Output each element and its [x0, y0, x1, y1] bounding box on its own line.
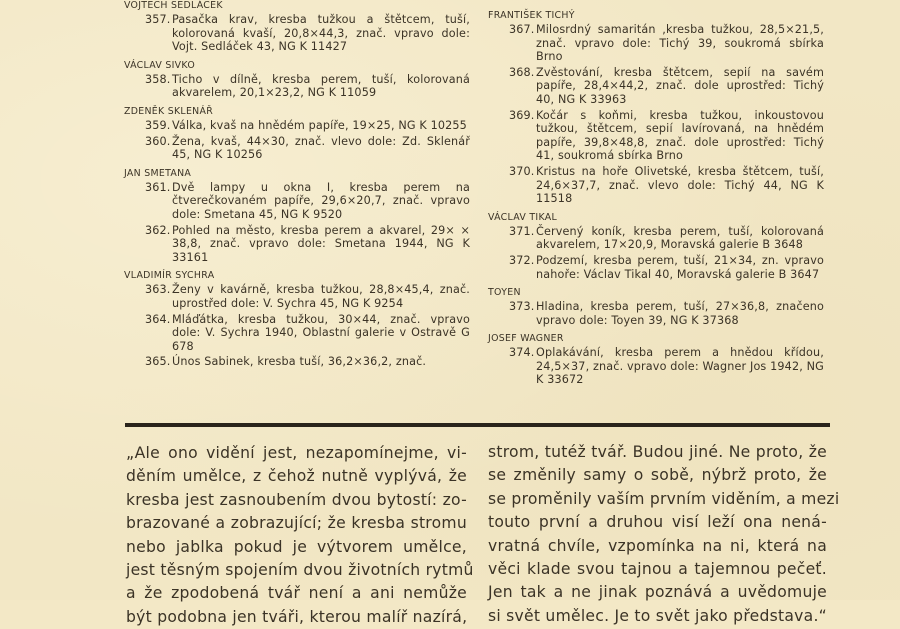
quote-line: „Ale ono vidění jest, nezapomínejme, vi-	[126, 444, 467, 462]
entry-number: 360.	[145, 134, 171, 148]
entry-number: 363.	[145, 283, 171, 297]
section-divider-rule	[125, 423, 830, 427]
catalog-entry	[509, 66, 824, 107]
entry-text: Podzemí, kresba perem, tuší, 21×34, zn. vpravo nahoře: Václav Tikal 40, Moravská galerie B 3647	[536, 253, 824, 281]
quote-line: Jen tak a ne jinak poznává a uvědomuje	[488, 583, 827, 602]
quote-line: a že zpodobená tvář není a ani nemůže	[126, 584, 467, 603]
entry-number: 362.	[145, 223, 171, 237]
entry-text: Mláďátka, kresba tužkou, 30×44, znač. vpravo dole: V. Sychra 1940, Oblastní galerie v Ostravě G 678	[172, 312, 470, 353]
catalog-entry	[145, 119, 470, 133]
quote-line: strom, tutéž tvář. Budou jiné. Ne proto, že	[488, 443, 827, 461]
entry-text: Válka, kvaš na hnědém papíře, 19×25, NG K 10255	[172, 118, 467, 132]
entry-number: 372.	[509, 253, 535, 267]
quote-line: vratná chvíle, vzpomínka na ni, která na	[488, 536, 827, 555]
catalog-entry	[145, 135, 470, 162]
entry-text: Zvěstování, kresba štětcem, sepií na savém papíře, 28,4×44,2, znač. dole uprostřed: Tichý 40, NG K 33963	[536, 65, 824, 106]
catalog-entry	[145, 181, 470, 222]
entry-text: Hladina, kresba perem, tuší, 27×36,8, značeno vpravo dole: Toyen 39, NG K 37368	[536, 300, 824, 327]
entry-text: Žena, kvaš, 44×30, znač. vlevo dole: Zd. Sklenář 45, NG K 10256	[172, 134, 470, 162]
catalog-entry	[509, 109, 824, 163]
entry-number: 367.	[509, 23, 535, 36]
artist-name: VOJTECH SEDLÁČEK	[124, 0, 223, 11]
artist-name: ZDENĚK SKLENÁŘ	[124, 105, 214, 117]
catalog-entry	[145, 224, 470, 265]
quote-line: nebo jablka pokud je výtvorem umělce,	[126, 537, 467, 556]
entry-number: 358.	[145, 72, 171, 86]
catalog-entry	[509, 254, 824, 281]
quote-right-column	[488, 441, 840, 628]
artist-group	[488, 212, 824, 281]
entry-number: 365.	[145, 355, 171, 369]
catalog-entry	[145, 313, 470, 354]
entry-number: 359.	[145, 118, 171, 132]
artist-name: JOSEF WAGNER	[488, 333, 564, 345]
catalog-entry	[145, 355, 470, 369]
entry-text: Kočár s koňmi, kresba tužkou, inkoustovou tužkou, štětcem, sepií lavírovaná, na hnědém papíře, 39,8×48,8, znač. dole uprostřed: Tichý 41, soukromá sbírka Brno	[536, 108, 824, 163]
quote-line: se změnily samy o sobě, nýbrž proto, že	[488, 466, 827, 485]
artist-group	[124, 106, 470, 162]
entry-number: 357.	[145, 13, 171, 26]
catalog-entry	[509, 346, 824, 387]
catalog-entry	[509, 165, 824, 206]
catalog-entry	[509, 23, 824, 64]
artist-name: VÁCLAV TIKAL	[488, 211, 557, 223]
quote-line: brazované a zobrazující; že kresba stromu	[126, 514, 467, 533]
entry-number: 374.	[509, 346, 535, 360]
quote-line: kresba jest zasnoubením dvou bytostí: zo-	[126, 490, 467, 509]
artist-group	[124, 270, 470, 369]
entry-text: Červený koník, kresba perem, tuší, kolorovaná akvarelem, 17×20,9, Moravská galerie B 3648	[536, 224, 824, 252]
entry-number: 373.	[509, 300, 535, 314]
artist-name: FRANTIŠEK TICHÝ	[488, 10, 575, 21]
artist-name: VÁCLAV SIVKO	[124, 59, 195, 71]
catalog-right-column	[488, 10, 824, 393]
catalog-entry	[145, 283, 470, 310]
entry-text: Pasačka krav, kresba tužkou a štětcem, tuší, kolorovaná kvaší, 20,8×44,3, znač. vpravo dole: Vojt. Sedláček 43, NG K 11427	[172, 13, 470, 54]
entry-number: 369.	[509, 108, 535, 122]
entry-text: Oplakávání, kresba perem a hnědou křídou, 24,5×37, znač. vpravo dole: Wagner Jos 1942, NG K 33672	[536, 346, 824, 387]
entry-number: 361.	[145, 180, 171, 194]
artist-group	[124, 0, 470, 54]
entry-text: Pohled na město, kresba perem a akvarel, 29× × 38,8, znač. vpravo dole: Smetana 1944, NG K 33161	[172, 223, 470, 264]
quote-line: si svět umělec. Je to svět jako představa.“	[488, 606, 827, 625]
quote-left-column	[126, 442, 474, 629]
entry-text: Dvě lampy u okna I, kresba perem na čtverečkovaném papíře, 29,6×20,7, znač. vpravo dole: Smetana 45, NG K 9520	[172, 180, 470, 221]
catalog-entry	[509, 225, 824, 252]
artist-name: VLADIMÍR SYCHRA	[124, 270, 215, 282]
artist-group	[488, 287, 824, 327]
quote-line: být podobna jen tváři, kterou malíř nazírá,	[126, 607, 468, 626]
entry-text: Milosrdný samaritán ,kresba tužkou, 28,5×21,5, znač. vpravo dole: Tichý 39, soukromá sbírka Brno	[536, 23, 824, 64]
catalog-entry	[509, 300, 824, 327]
entry-text: Ženy v kavárně, kresba tužkou, 28,8×45,4, znač. uprostřed dole: V. Sychra 45, NG K 9254	[172, 283, 470, 310]
artist-group	[488, 10, 824, 206]
entry-number: 371.	[509, 224, 535, 238]
entry-number: 368.	[509, 65, 535, 79]
artist-name: JAN SMETANA	[124, 167, 192, 179]
catalog-entry	[145, 73, 470, 100]
entry-number: 370.	[509, 164, 535, 178]
artist-name: TOYEN	[488, 287, 521, 299]
entry-text: Kristus na hoře Olivetské, kresba štětcem, tuší, 24,6×37,7, znač. vlevo dole: Tichý 44, NG K 11518	[536, 164, 824, 206]
catalog-left-column	[124, 0, 470, 375]
quote-line: touto první a druhou visí leží ona nená-	[488, 513, 827, 532]
catalog-entry	[145, 13, 470, 54]
quote-line: se proměnily vaším prvním viděním, a mezi	[488, 489, 840, 508]
quote-line: jest těsným spojením dvou životních rytmů	[126, 561, 474, 580]
entry-number: 364.	[145, 312, 171, 326]
artist-group	[124, 60, 470, 100]
quote-line: věci klade svou tajnou a tajemnou pečeť.	[488, 560, 827, 579]
artist-group	[124, 168, 470, 265]
quote-line: děním umělce, z čehož nutně vyplývá, že	[126, 467, 467, 486]
entry-text: Ticho v dílně, kresba perem, tuší, kolorovaná akvarelem, 20,1×23,2, NG K 11059	[172, 72, 470, 100]
artist-group	[488, 333, 824, 387]
entry-text: Únos Sabinek, kresba tuší, 36,2×36,2, znač.	[172, 355, 427, 369]
